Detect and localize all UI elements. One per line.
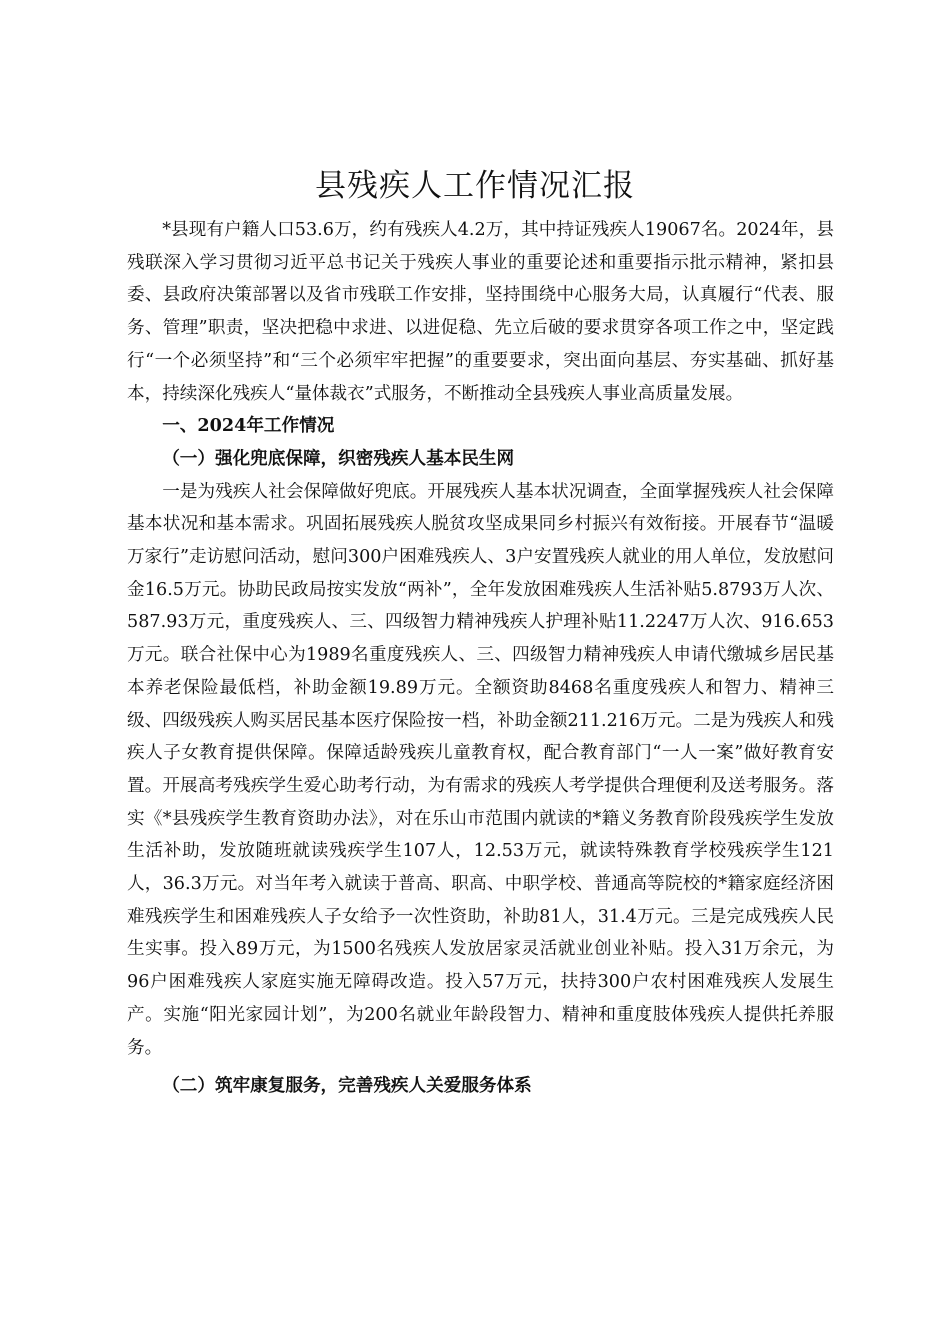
subsection-heading-2: （二）筑牢康复服务，完善残疾人关爱服务体系 (162, 1075, 532, 1097)
intro-paragraph: *县现有户籍人口53.6万，约有残疾人4.2万，其中持证残疾人19067名。2024年，县残联深入学习贯彻习近平总书记关于残疾人事业的重要论述和重要指示批示精神，紧扣县委、县政府决策部署以及省市残联工作安排，坚持围绕中心服务大局，认真履行“代表、服务、管理”职责，坚决把稳中求进、以进促稳、先立后破的要求贯穿各项工作之中，坚定践行“一个必须坚持”和“三个必须牢牢把握”的重要要求，突出面向基层、夯实基础、抓好基本，持续深化残疾人“量体裁衣”式服务，不断推动全县残疾人事业高质量发展。 (127, 220, 834, 404)
document-body (127, 214, 834, 1103)
subsection-1-paragraph: 一是为残疾人社会保障做好兜底。开展残疾人基本状况调查，全面掌握残疾人社会保障基本状况和基本需求。巩固拓展残疾人脱贫攻坚成果同乡村振兴有效衔接。开展春节“温暖万家行”走访慰问活动，慰问300户困难残疾人、3户安置残疾人就业的用人单位，发放慰问金16.5万元。协助民政局按实发放“两补”，全年发放困难残疾人生活补贴5.8793万人次、587.93万元，重度残疾人、三、四级智力精神残疾人护理补贴11.2247万人次、916.653万元。联合社保中心为1989名重度残疾人、三、四级智力精神残疾人申请代缴城乡居民基本养老保险最低档，补助金额19.89万元。全额资助8468名重度残疾人和智力、精神三级、四级残疾人购买居民基本医疗保险按一档，补助金额211.216万元。二是为残疾人和残疾人子女教育提供保障。保障适龄残疾儿童教育权，配合教育部门“一人一案”做好教育安置。开展高考残疾学生爱心助考行动，为有需求的残疾人考学提供合理便利及送考服务。落实《*县残疾学生教育资助办法》，对在乐山市范围内就读的*籍义务教育阶段残疾学生发放生活补助，发放随班就读残疾学生107人，12.53万元，就读特殊教育学校残疾学生121人，36.3万元。对当年考入就读于普高、职高、中职学校、普通高等院校的*籍家庭经济困难残疾学生和困难残疾人子女给予一次性资助，补助81人，31.4万元。三是完成残疾人民生实事。投入89万元，为1500名残疾人发放居家灵活就业创业补贴。投入31万余元，为96户困难残疾人家庭实施无障碍改造。投入57万元，扶持300户农村困难残疾人发展生产。实施“阳光家园计划”，为200名就业年龄段智力、精神和重度肢体残疾人提供托养服务。 (127, 481, 835, 1058)
subsection-heading-1: （一）强化兜底保障，织密残疾人基本民生网 (162, 447, 515, 469)
document-title: 县残疾人工作情况汇报 (315, 168, 635, 204)
section-heading-1: 一、2024年工作情况 (162, 415, 335, 437)
